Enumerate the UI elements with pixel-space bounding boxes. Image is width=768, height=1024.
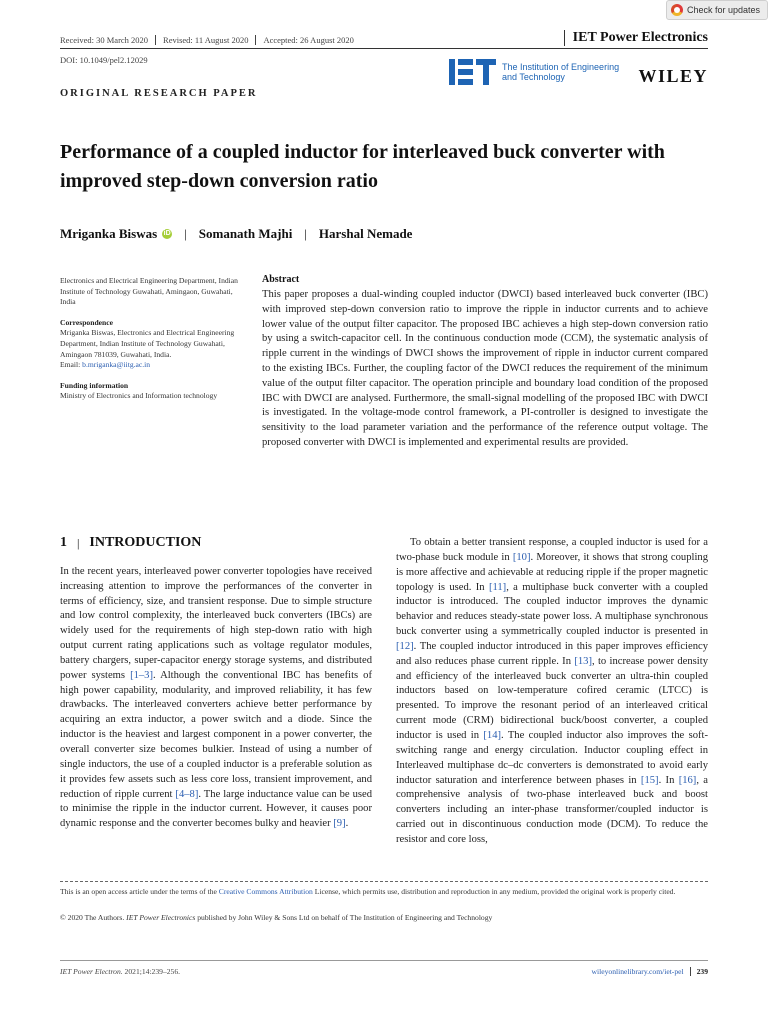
email-label: Email:: [60, 360, 81, 370]
section-heading: [60, 536, 372, 551]
cc-license-link[interactable]: Creative Commons Attribution: [218, 887, 313, 896]
citation-link[interactable]: [10]: [512, 551, 531, 563]
citation-link[interactable]: [12]: [396, 640, 414, 652]
iet-name: The Institution of Engineering and Technology: [502, 62, 620, 82]
intro-paragraph: [396, 536, 708, 848]
correspondence-text: Mriganka Biswas, Electronics and Electrical Engineering Department, Indian Institute of Technology Guwahati, Amingaon 781039, Guwahati, India.: [60, 328, 235, 359]
right-column: [396, 536, 708, 848]
paper-type: ORIGINAL RESEARCH PAPER: [60, 88, 258, 99]
text-run: , to increase power density and efficiency of the interleaved buck converter an ultra-thin coupled inductors based on low-temperature cofired ceramic (LTCC) is presented. To improve the resonant period of an interleaved critical current mode (CRM) bidirectional buck/boost converter, a coupled inductor is used in: [396, 655, 708, 741]
iet-logo: [449, 59, 624, 85]
paper-title: Performance of a coupled inductor for interleaved buck converter with improved step-down conversion ratio: [60, 141, 665, 192]
correspondence-heading: Correspondence: [60, 317, 114, 327]
text-run: This is an open access article under the terms of the: [60, 887, 219, 896]
citation-link[interactable]: [1–3]: [130, 669, 154, 681]
section-separator: |: [77, 536, 80, 550]
citation-link[interactable]: [13]: [574, 655, 592, 667]
submission-dates: [60, 35, 361, 45]
license-notice: [60, 887, 708, 898]
author-name[interactable]: Mriganka Biswas: [60, 226, 158, 241]
text-run: published by John Wiley & Sons Ltd on behalf of The Institution of Engineering and Technology: [195, 913, 493, 922]
funding-text: Ministry of Electronics and Information technology: [60, 391, 218, 401]
affiliation: Electronics and Electrical Engineering Department, Indian Institute of Technology Guwahati, Amingaon, Guwahati, India: [60, 276, 238, 307]
journal-italic: IET Power Electronics: [126, 913, 196, 922]
text-run: © 2020 The Authors.: [60, 913, 127, 922]
left-column: [60, 536, 372, 832]
text-run: . Although the conventional IBC has benefits of high power capability, modularity, and improved reliability, it has few drawbacks. The interleaved converters achieve better performance by acquiring an extra inductor, a power switch and a diode. Since the inductor is the heaviest and largest component in a power converter, the overall converter size becomes bulkier. Instead of using a number of single inductors, the use of a coupled inductor is a preferable solution as it provides few assets such as less core loss, transient improvement, and reduction of ripple current: [60, 669, 372, 800]
footer-volume: 2021;14:239–256.: [122, 967, 181, 976]
journal-url-link[interactable]: wileyonlinelibrary.com/iet-pel: [591, 967, 684, 976]
text-run: , a multiphase buck converter with a coupled inductor is introduced. The coupled inductor improves the dynamic behavior and reduces steady-state power loss. A multiphase synchronous buck converter using a symmetrically coupled inductor is presented in: [396, 581, 708, 638]
text-run: , a comprehensive analysis of two-phase interleaved buck and boost converters including an inter-phase transformer/coupled inductor is carried out in discontinuous conduction mode (DCM). To reduce the resistor and core loss,: [396, 774, 709, 845]
email-line: [60, 360, 246, 371]
email-link[interactable]: b.mriganka@iitg.ac.in: [82, 360, 151, 370]
journal-name: IET Power Electronics: [564, 30, 708, 46]
citation-link[interactable]: [14]: [483, 729, 502, 741]
citation-link[interactable]: [9]: [333, 818, 346, 830]
author-info-sidebar: [60, 276, 246, 402]
text-run: .: [345, 818, 349, 830]
author-list: [60, 226, 412, 242]
author-separator: |: [304, 226, 307, 241]
received-date: Received: 30 March 2020: [60, 35, 149, 45]
accepted-date: Accepted: 26 August 2020: [255, 35, 360, 45]
section-number: 1: [60, 535, 67, 550]
abstract-body: This paper proposes a dual-winding coupled inductor (DWCI) based interleaved buck converter (IBC) with improved step-down conversion ratio to improve the ripple in inductor currents and to achieve lower value of the output filter capacitor. The proposed IBC achieves a high step-down conversion ratio by using a switch-capacitor cell. In the continuous conduction mode (CCM), the systematic analysis of ripple current in the windings of DWCI shows the improvement of ripple in inductor current compared to the existing IBCs. Further, the coupling factor of the DWCI reduces the requirement of the minimum value of the output filter capacitor. The operation principle and boundary load condition of the proposed IBC with DWCI are analysed. Furthermore, the small-signal modelling of the proposed IBC with DWCI is investigated. In the voltage-mode control framework, a PI-controller is designed to investigate the sensitivity to the load parameter variation and the performance of the reference output voltage. The proposed converter with DWCI is implemented and experimental results are provided.: [262, 289, 708, 448]
citation-link[interactable]: [15]: [640, 774, 659, 786]
author-separator: |: [184, 226, 187, 241]
text-run: . The coupled inductor also improves the soft-switching range and energy circulation. Inductor coupling effect in Interleaved multiphase dc–dc converters is demonstrated to avoid early inductor saturation and interference between phases in: [396, 729, 708, 786]
footer-divider: [60, 960, 708, 961]
iet-mark-icon: [449, 59, 496, 85]
check-for-updates-label: Check for updates: [687, 5, 761, 15]
text-run: To obtain a better transient response, a coupled inductor is used for a two-phase buck module in: [396, 537, 708, 563]
intro-paragraph: [60, 565, 372, 832]
text-run: In the recent years, interleaved power converter topologies have received increasing attention to improve the performances of the converter in terms of efficiency, size, and transient response. Due to simple structure and low control complexity, the interleaved buck converters (IBCs) are widely used for the requirements of high step-down ratio with high output current rating applications such as voltage regulator modules, battery chargers, super-capacitor energy storage systems, and distributed power systems: [60, 565, 372, 681]
footer-right: [592, 967, 708, 976]
copyright-notice: [60, 913, 492, 922]
doi: DOI: 10.1049/pel2.12029: [60, 55, 148, 65]
text-run: . The coupled inductor introduced in this paper improves efficiency and also reduces phase current ripple. In: [396, 640, 708, 667]
orcid-icon[interactable]: iD: [163, 230, 171, 237]
text-run: License, which permits use, distribution and reproduction in any medium, provided the original work is properly cited.: [312, 887, 676, 896]
citation-link[interactable]: [4–8]: [175, 788, 199, 800]
citation-link[interactable]: [16]: [678, 774, 697, 786]
author-name[interactable]: Harshal Nemade: [318, 226, 413, 241]
wiley-logo: WILEY: [638, 66, 708, 86]
text-run: . The large inductance value can be used to minimise the ripple in the inductor current. However, it causes poor dynamic response and the converter becomes bulky and heavier: [60, 788, 373, 830]
check-for-updates-button[interactable]: [666, 0, 768, 20]
page-number: 239: [690, 967, 708, 976]
funding-heading: Funding information: [60, 380, 129, 390]
abstract: [262, 274, 708, 451]
abstract-heading: Abstract: [262, 274, 300, 285]
footer-journal: IET Power Electron.: [60, 967, 123, 976]
license-divider: [60, 881, 708, 882]
header-divider: [60, 48, 708, 49]
text-run: . Moreover, it shows that strong coupling is more affective and achievable at reducing ripple if the proper magnetic topology is used. In: [396, 551, 708, 593]
crossmark-icon: [671, 4, 683, 16]
section-title: INTRODUCTION: [89, 535, 202, 550]
citation-link[interactable]: [11]: [488, 581, 507, 593]
text-run: . In: [658, 774, 679, 786]
revised-date: Revised: 11 August 2020: [155, 35, 255, 45]
footer-citation: [60, 967, 180, 976]
author-name[interactable]: Somanath Majhi: [198, 226, 293, 241]
